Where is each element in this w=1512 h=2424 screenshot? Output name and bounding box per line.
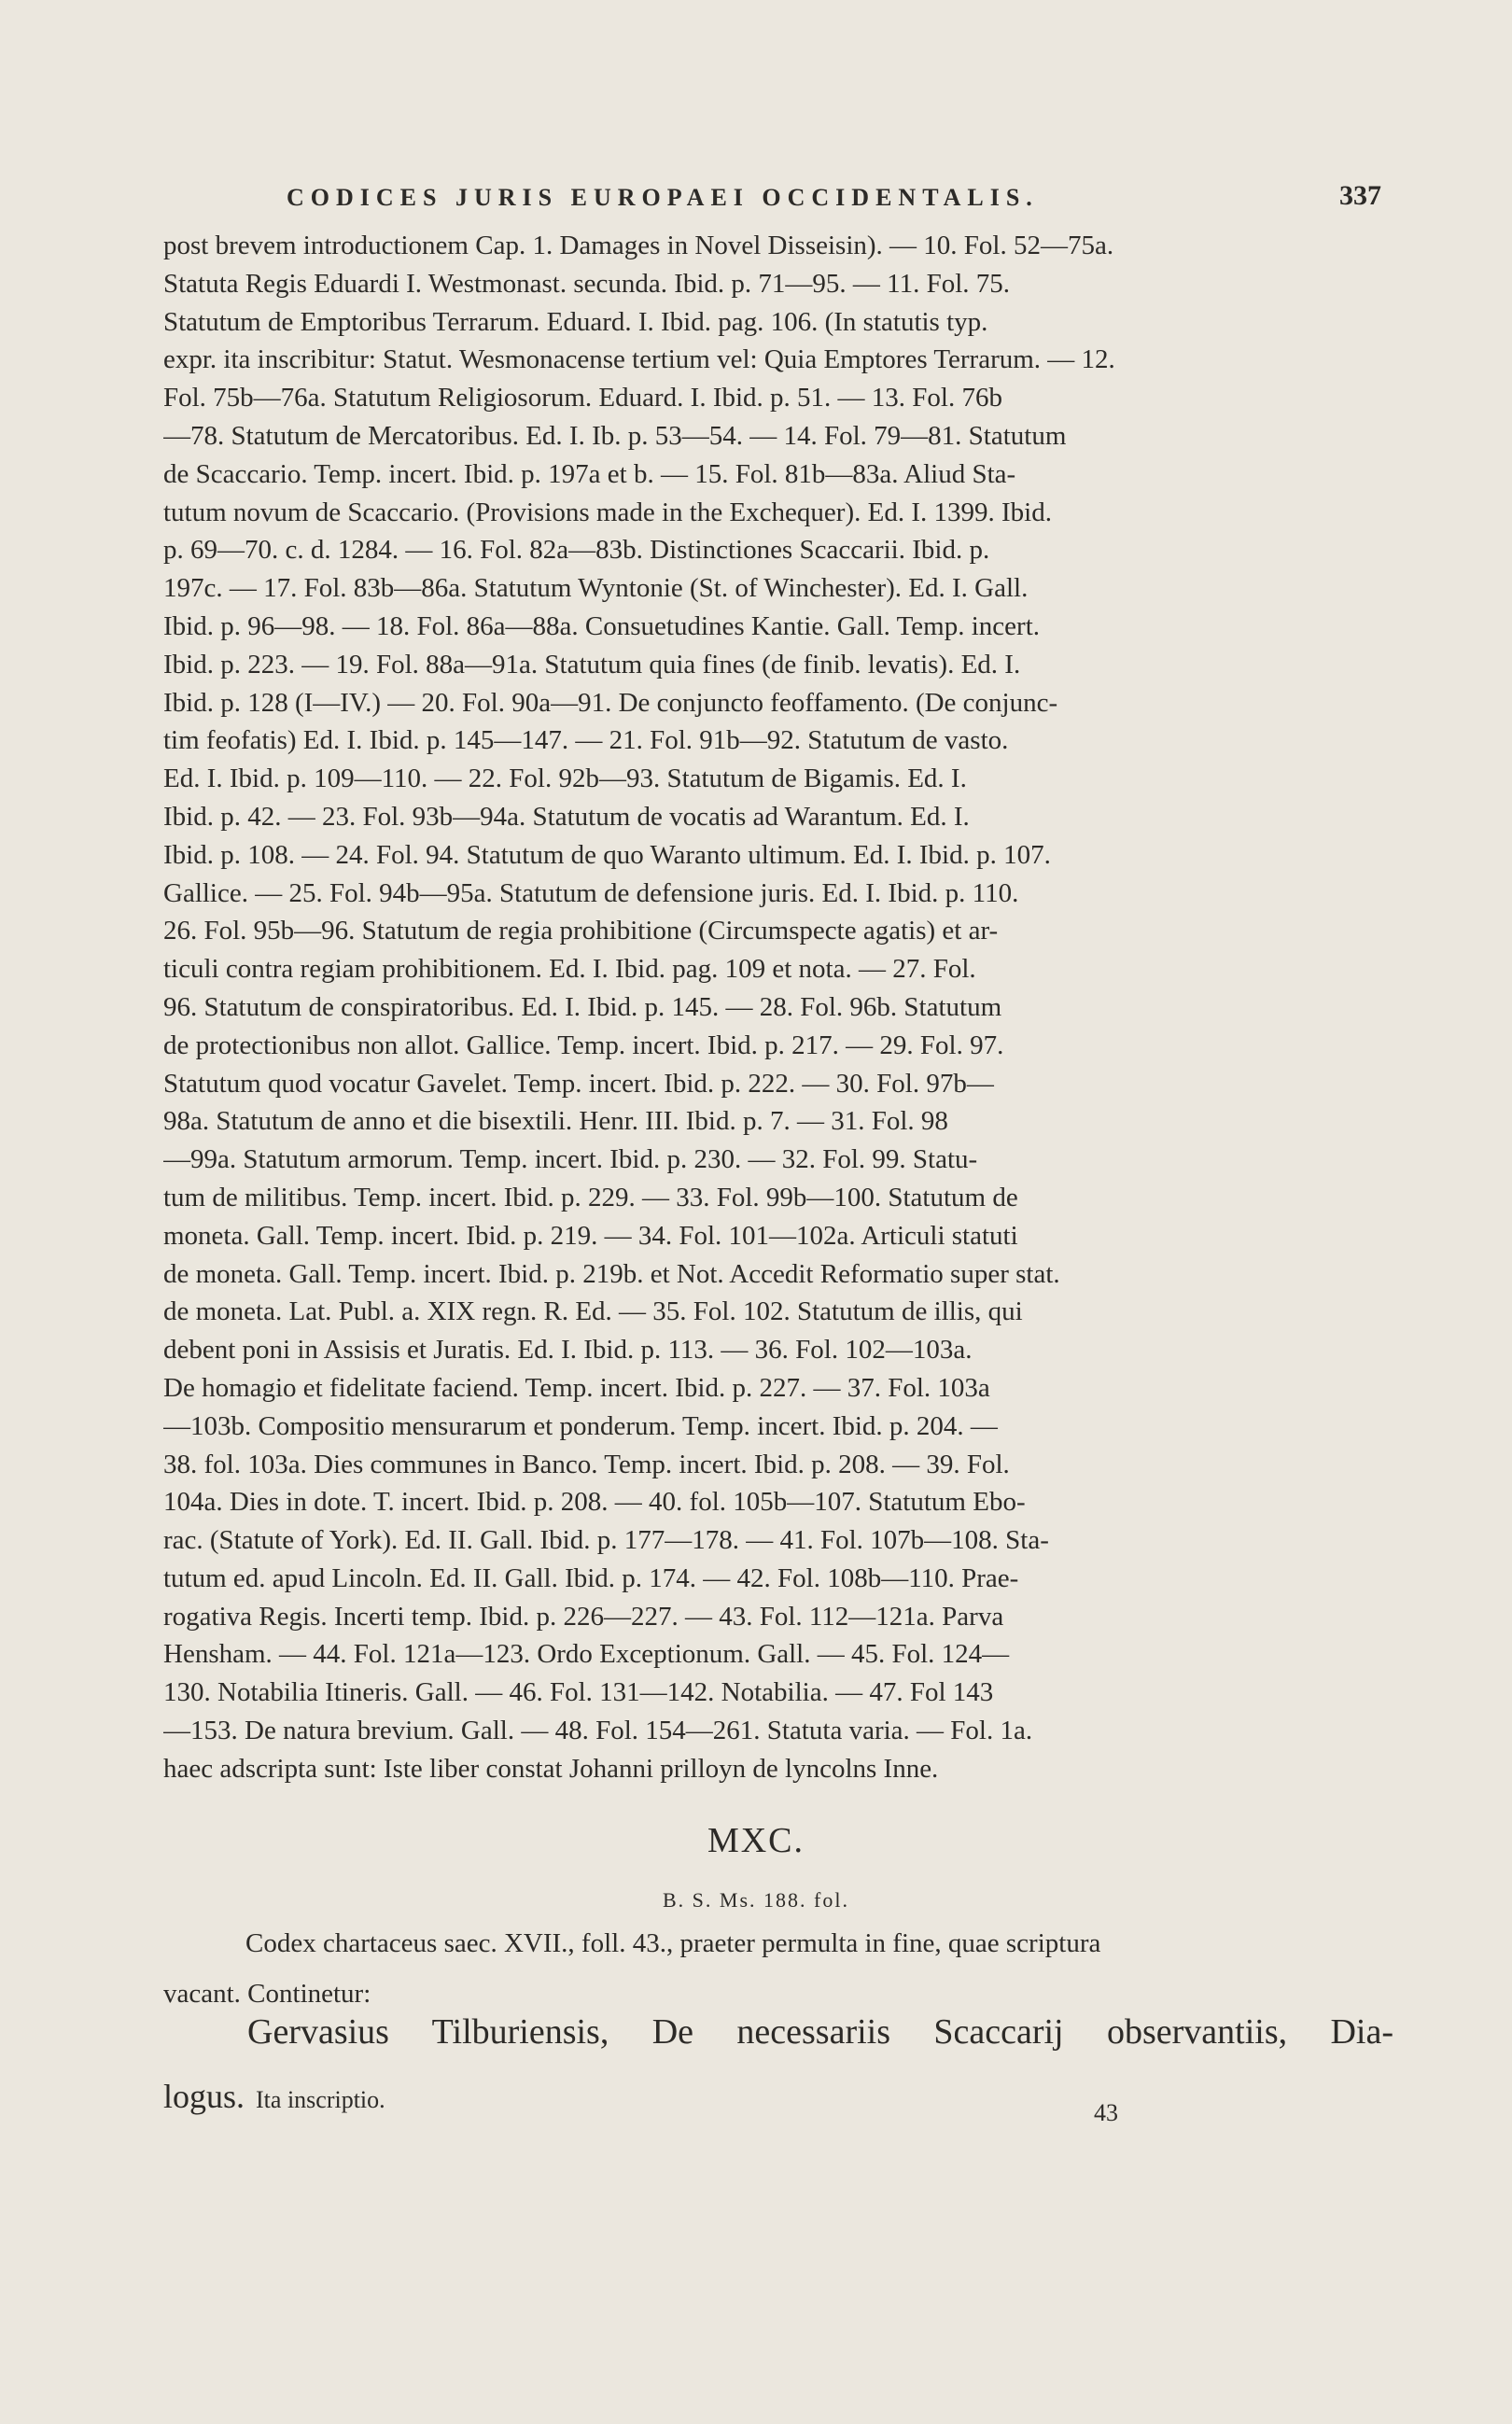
catalogue-entry-text [163,227,1381,1788]
text-line: Ibid. p. 128 (I—IV.) — 20. Fol. 90a—91. De conjuncto feoffamento. (De conjunc- [163,687,1058,718]
work-title-end: logus. [163,2078,245,2115]
text-line: de moneta. Gall. Temp. incert. Ibid. p. 219b. et Not. Accedit Reformatio super stat. [163,1258,1060,1289]
text-line: Ibid. p. 96—98. — 18. Fol. 86a—88a. Consuetudines Kantie. Gall. Temp. incert. [163,610,1041,641]
text-line: rac. (Statute of York). Ed. II. Gall. Ibid. p. 177—178. — 41. Fol. 107b—108. Sta- [163,1525,1049,1556]
codex-description [163,1918,1393,2019]
text-line: de moneta. Lat. Publ. a. XIX regn. R. Ed. — 35. Fol. 102. Statutum de illis, qui [163,1296,1023,1327]
text-line: Statutum de Emptoribus Terrarum. Eduard. I. Ibid. pag. 106. (In statutis typ. [163,306,988,337]
text-line: de Scaccario. Temp. incert. Ibid. p. 197a et b. — 15. Fol. 81b—83a. Aliud Sta- [163,458,1016,489]
codex-number-heading: MXC. [707,1821,805,1860]
text-line: Ibid. p. 108. — 24. Fol. 94. Statutum de quo Waranto ultimum. Ed. I. Ibid. p. 107. [163,839,1051,870]
text-line: 98a. Statutum de anno et die bisextili. Henr. III. Ibid. p. 7. — 31. Fol. 98 [163,1106,948,1137]
text-line: Fol. 75b—76a. Statutum Religiosorum. Eduard. I. Ibid. p. 51. — 13. Fol. 76b [163,383,1002,413]
description-line: vacant. Continetur: [163,1979,371,2009]
signature-mark: 43 [1094,2099,1118,2126]
text-line: Gallice. — 25. Fol. 94b—95a. Statutum de defensione juris. Ed. I. Ibid. p. 110. [163,877,1019,908]
text-line: tim feofatis) Ed. I. Ibid. p. 145—147. — 21. Fol. 91b—92. Statutum de vasto. [163,725,1009,756]
text-line: tutum novum de Scaccario. (Provisions made in the Exchequer). Ed. I. 1399. Ibid. [163,497,1052,527]
text-line: tutum ed. apud Lincoln. Ed. II. Gall. Ibid. p. 174. — 42. Fol. 108b—110. Prae- [163,1562,1019,1593]
text-line: p. 69—70. c. d. 1284. — 16. Fol. 82a—83b. Distinctiones Scaccarii. Ibid. p. [163,535,990,566]
text-line: 26. Fol. 95b—96. Statutum de regia prohibitione (Circumspecte agatis) et ar- [163,916,999,946]
text-line: —103b. Compositio mensurarum et ponderum. Temp. incert. Ibid. p. 204. — [163,1410,998,1441]
text-line: —153. De natura brevium. Gall. — 48. Fol. 154—261. Statuta varia. — Fol. 1a. [163,1716,1033,1746]
text-line: haec adscripta sunt: Iste liber constat Johanni prilloyn de lyncolns Inne. [163,1753,939,1784]
text-line: tum de militibus. Temp. incert. Ibid. p. 229. — 33. Fol. 99b—100. Statutum de [163,1182,1018,1212]
text-line: expr. ita inscribitur: Statut. Wesmonacense tertium vel: Quia Emptores Terrarum. — 12. [163,344,1115,375]
text-line: Ibid. p. 42. — 23. Fol. 93b—94a. Statutum de vocatis ad Warantum. Ed. I. [163,801,970,832]
inscription-note: Ita inscriptio. [256,2086,385,2113]
page-number: 337 [1339,180,1381,211]
codex-shelfmark: B. S. Ms. 188. fol. [663,1888,849,1912]
text-line: de protectionibus non allot. Gallice. Temp. incert. Ibid. p. 217. — 29. Fol. 97. [163,1030,1004,1060]
text-line: De homagio et fidelitate faciend. Temp. incert. Ibid. p. 227. — 37. Fol. 103a [163,1372,990,1403]
running-head [163,180,1381,217]
text-line: post brevem introductionem Cap. 1. Damages in Novel Disseisin). — 10. Fol. 52—75a. [163,231,1114,260]
text-line: debent poni in Assisis et Juratis. Ed. I. Ibid. p. 113. — 36. Fol. 102—103a. [163,1335,973,1366]
text-line: 197c. — 17. Fol. 83b—86a. Statutum Wyntonie (St. of Winchester). Ed. I. Gall. [163,573,1029,604]
description-line: Codex chartaceus saec. XVII., foll. 43., praeter permulta in fine, quae scriptura [245,1928,1101,1958]
running-title: CODICES JURIS EUROPAEI OCCIDENTALIS. [287,184,1039,211]
text-line: 104a. Dies in dote. T. incert. Ibid. p. 208. — 40. fol. 105b—107. Statutum Ebo- [163,1487,1026,1518]
text-line: rogativa Regis. Incerti temp. Ibid. p. 226—227. — 43. Fol. 112—121a. Parva [163,1601,1004,1632]
text-line: ticuli contra regiam prohibitionem. Ed. I. Ibid. pag. 109 et nota. — 27. Fol. [163,954,976,985]
text-line: Statutum quod vocatur Gavelet. Temp. incert. Ibid. p. 222. — 30. Fol. 97b— [163,1068,994,1099]
text-line: moneta. Gall. Temp. incert. Ibid. p. 219. — 34. Fol. 101—102a. Articuli statuti [163,1220,1018,1251]
text-line: Ibid. p. 223. — 19. Fol. 88a—91a. Statutum quia fines (de finib. levatis). Ed. I. [163,649,1021,680]
work-title-continuation [163,2077,385,2116]
text-line: —99a. Statutum armorum. Temp. incert. Ibid. p. 230. — 32. Fol. 99. Statu- [163,1144,978,1175]
text-line: 130. Notabilia Itineris. Gall. — 46. Fol. 131—142. Notabilia. — 47. Fol 143 [163,1677,994,1708]
text-line: Ed. I. Ibid. p. 109—110. — 22. Fol. 92b—93. Statutum de Bigamis. Ed. I. [163,764,967,794]
text-line: 96. Statutum de conspiratoribus. Ed. I. Ibid. p. 145. — 28. Fol. 96b. Statutum [163,991,1002,1022]
text-line: Hensham. — 44. Fol. 121a—123. Ordo Exceptionum. Gall. — 45. Fol. 124— [163,1639,1010,1670]
text-line: Statuta Regis Eduardi I. Westmonast. secunda. Ibid. p. 71—95. — 11. Fol. 75. [163,268,1011,299]
work-title: Gervasius Tilburiensis, De necessariis Scaccarij observantiis, Dia- [247,2012,1393,2052]
text-line: 38. fol. 103a. Dies communes in Banco. Temp. incert. Ibid. p. 208. — 39. Fol. [163,1449,1010,1479]
text-line: —78. Statutum de Mercatoribus. Ed. I. Ib. p. 53—54. — 14. Fol. 79—81. Statutum [163,420,1067,451]
